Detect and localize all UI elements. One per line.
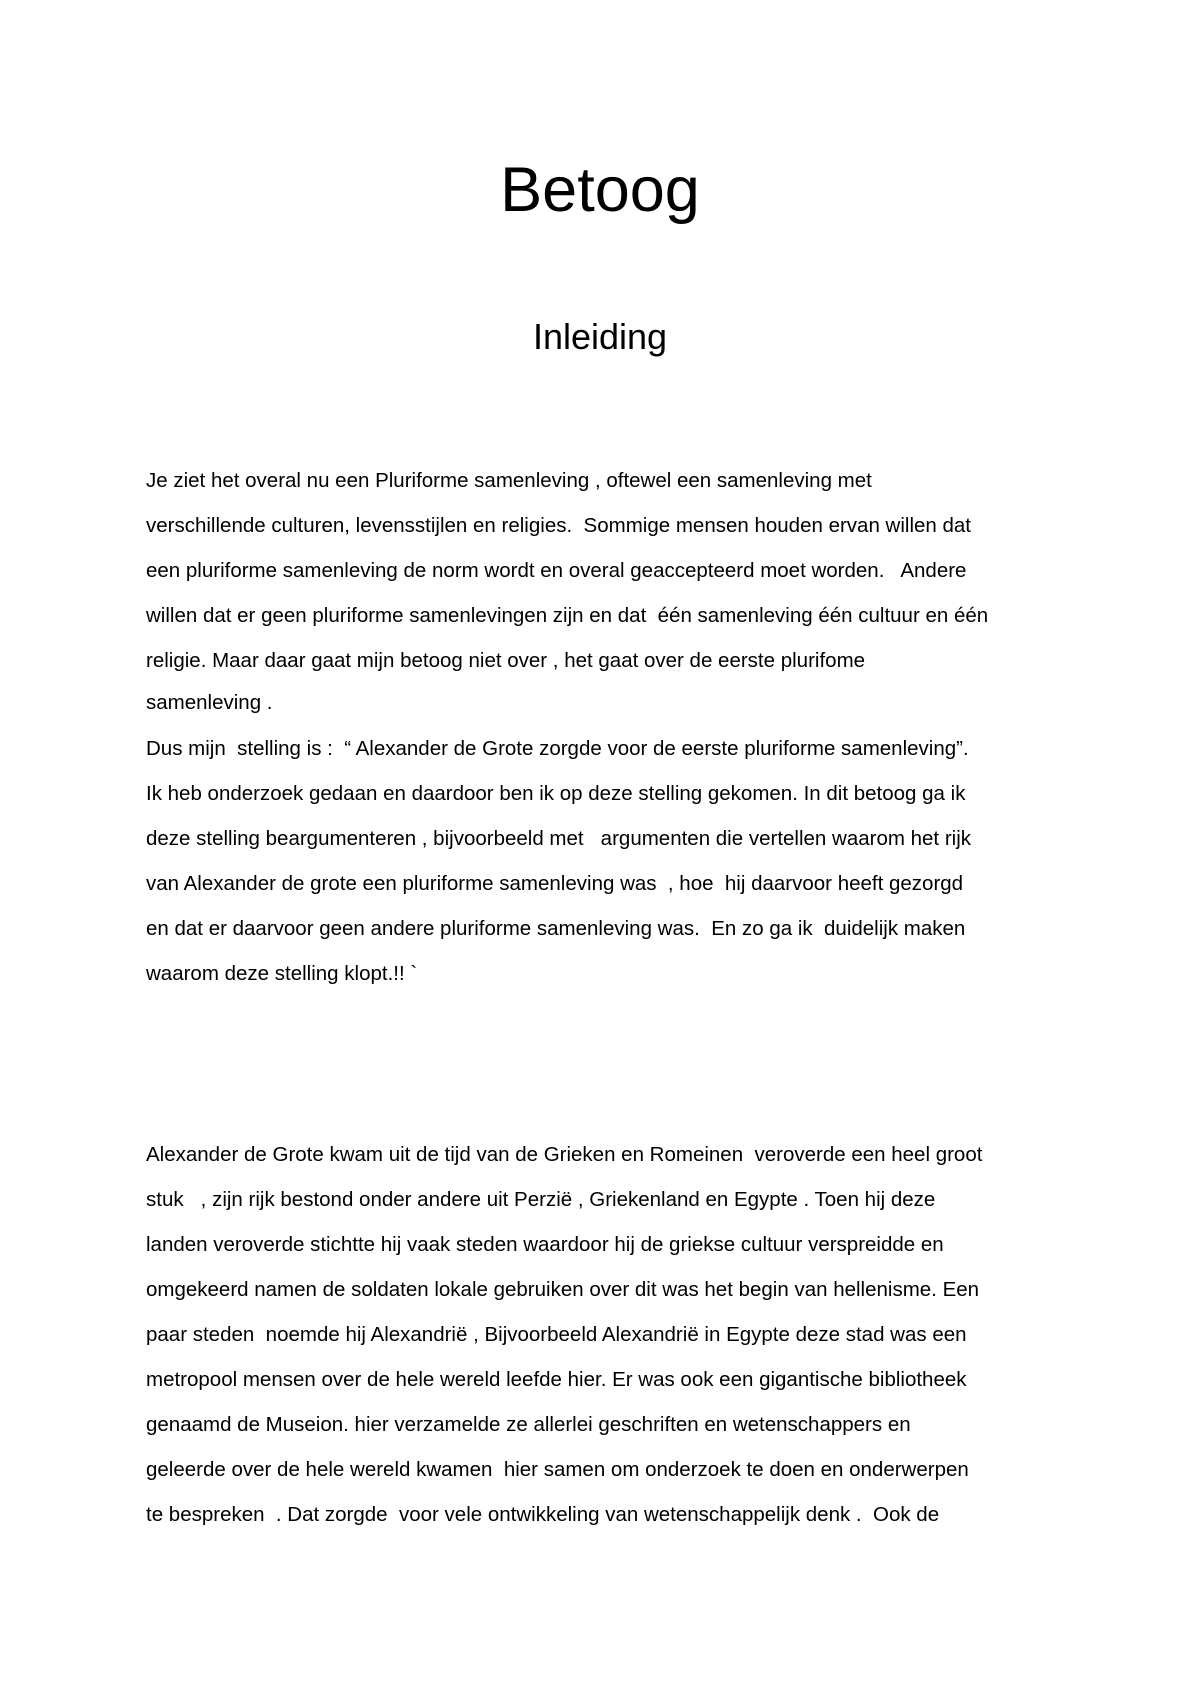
text-line: Ik heb onderzoek gedaan en daardoor ben ik op deze stelling gekomen. In dit betoog ga ik (146, 782, 966, 805)
body-paragraph (146, 1132, 1086, 1537)
text-line: stuk , zijn rijk bestond onder andere uit Perzië , Griekenland en Egypte . Toen hij deze (146, 1188, 936, 1211)
text-line: willen dat er geen pluriforme samenlevingen zijn en dat één samenleving één cultuur en één (146, 604, 989, 627)
text-line: Dus mijn stelling is : “ Alexander de Grote zorgde voor de eerste pluriforme samenleving”. (146, 737, 969, 760)
document-title: Betoog (500, 155, 700, 225)
text-line: een pluriforme samenleving de norm wordt en overal geaccepteerd moet worden. Andere (146, 559, 967, 582)
text-line: Je ziet het overal nu een Pluriforme samenleving , oftewel een samenleving met (146, 469, 872, 492)
text-line: geleerde over de hele wereld kwamen hier samen om onderzoek te doen en onderwerpen (146, 1458, 969, 1481)
intro-paragraph (146, 458, 1086, 722)
text-line: deze stelling beargumenteren , bijvoorbeeld met argumenten die vertellen waarom het rijk (146, 827, 972, 850)
section-heading-inleiding: Inleiding (532, 316, 668, 357)
text-line: paar steden noemde hij Alexandrië , Bijvoorbeeld Alexandrië in Egypte deze stad was een (146, 1323, 967, 1346)
text-line: religie. Maar daar gaat mijn betoog niet over , het gaat over de eerste plurifome (146, 649, 866, 672)
text-line: landen veroverde stichtte hij vaak steden waardoor hij de griekse cultuur verspreidde en (146, 1233, 944, 1256)
text-line: Alexander de Grote kwam uit de tijd van de Grieken en Romeinen veroverde een heel groot (146, 1143, 983, 1166)
text-line: metropool mensen over de hele wereld leefde hier. Er was ook een gigantische bibliotheek (146, 1368, 967, 1391)
thesis-paragraph (146, 726, 1086, 996)
text-line: samenleving . (146, 691, 273, 714)
text-line: waarom deze stelling klopt.!! ` (146, 962, 418, 985)
text-line: verschillende culturen, levensstijlen en religies. Sommige mensen houden ervan willen dat (146, 514, 972, 537)
text-line: te bespreken . Dat zorgde voor vele ontwikkeling van wetenschappelijk denk . Ook de (146, 1503, 940, 1526)
text-line: van Alexander de grote een pluriforme samenleving was , hoe hij daarvoor heeft gezorgd (146, 872, 964, 895)
text-line: genaamd de Museion. hier verzamelde ze allerlei geschriften en wetenschappers en (146, 1413, 911, 1436)
text-line: en dat er daarvoor geen andere pluriforme samenleving was. En zo ga ik duidelijk maken (146, 917, 966, 940)
text-line: omgekeerd namen de soldaten lokale gebruiken over dit was het begin van hellenisme. Een (146, 1278, 980, 1301)
